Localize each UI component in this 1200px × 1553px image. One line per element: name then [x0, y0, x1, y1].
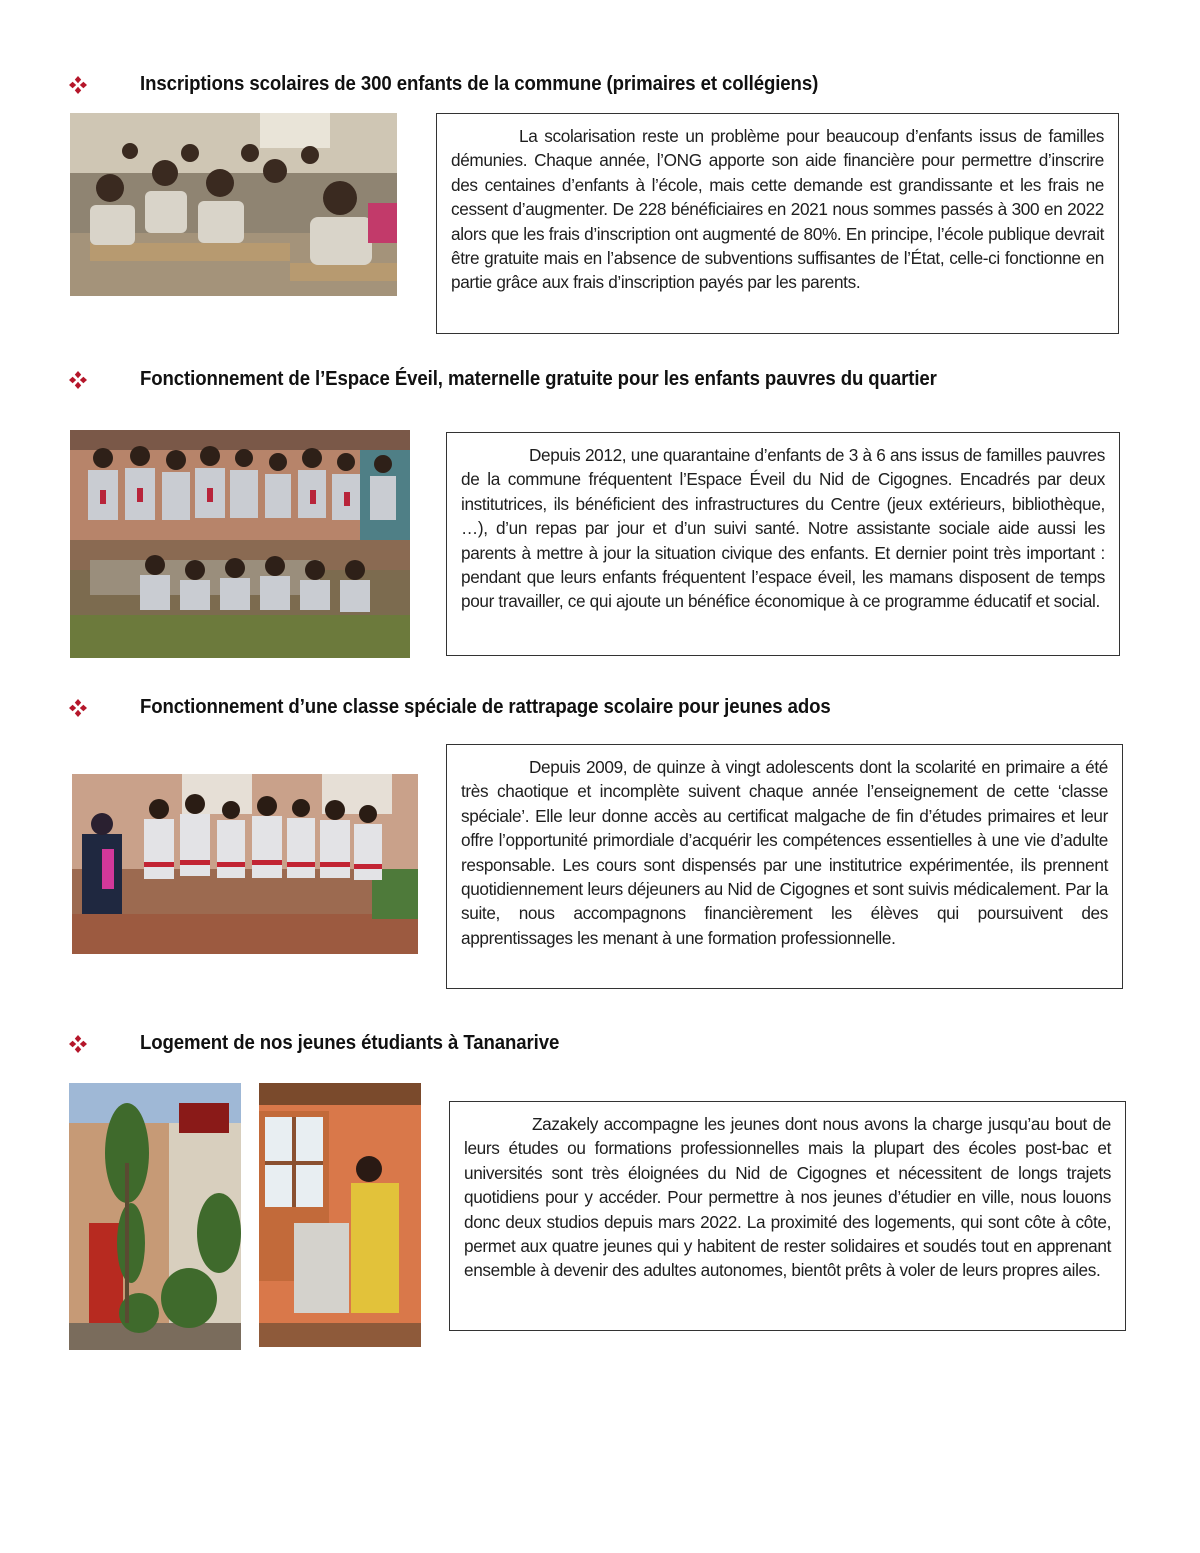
children-group-photo	[70, 430, 410, 658]
section-text-box: Depuis 2009, de quinze à vingt adolescents dont la scolarité en primaire a été très chaotique et incomplète suivent chaque année l’enseignement de cette ‘classe spéciale’. Elle leur donne accès au certificat malgache de fin d’études primaires et leur offre l’opportunité primordiale d’acquérir les compétences essentielles à une vie d’adulte responsable. Les cours sont dispensés par une institutrice expérimentée, ils prennent quotidiennement leurs déjeuners au Nid de Cigognes et sont suivis médicalement. Par la suite, nous accompagnons financièrement les élèves qui poursuivent des apprentissages les menant à une formation professionnelle.	[446, 744, 1123, 989]
section-text-box: Depuis 2012, une quarantaine d’enfants de 3 à 6 ans issus de familles pauvres de la commune fréquentent l’Espace Éveil du Nid de Cigognes. Encadrés par deux institutrices, ils bénéficient des infrastructures du Centre (jeux extérieurs, bibliothèque, …), d’un repas par jour et d’un suivi santé. Notre assistante sociale aide aussi les parents à mettre à jour la situation civique des enfants. Et dernier point très important : pendant que leurs enfants fréquentent l’espace éveil, les mamans disposent de temps pour travailler, ce qui ajoute un bénéfice économique à ce programme éducatif et social.	[446, 432, 1120, 656]
section-text-box: La scolarisation reste un problème pour beaucoup d’enfants issus de familles démunies. Chaque année, l’ONG apporte son aide financière pour permettre d’inscrire des centaines d’enfants à l’école, mais cette demande est grandissante et les frais ne cessent d’augmenter. De 228 bénéficiaires en 2021 nous sommes passés à 300 en 2022 alors que les frais d’inscription ont augmenté de 80%. En principe, l’école publique devrait être gratuite mais en l’absence de subventions suffisantes de l’État, celle-ci fonctionne en partie grâce aux frais d’inscription payés par les parents.	[436, 113, 1119, 334]
section-heading: Fonctionnement d’une classe spéciale de rattrapage scolaire pour jeunes ados	[140, 696, 831, 718]
studio-exterior-photo	[69, 1083, 241, 1350]
section-heading: Inscriptions scolaires de 300 enfants de la commune (primaires et collégiens)	[140, 73, 819, 95]
special-class-photo	[72, 774, 418, 954]
section-text-box: Zazakely accompagne les jeunes dont nous avons la charge jusqu’au bout de leurs études ou formations professionnelles mais la plupart des écoles post-bac et universités sont très éloignées du Nid de Cigognes et nécessitent de longs trajets quotidiens pour y accéder. Pour permettre à nos jeunes d’étudier en ville, nous louons donc deux studios depuis mars 2022. La proximité des logements, qui sont côte à côte, permet aux quatre jeunes qui y habitent de rester solidaires et soudés tout en apprenant ensemble à devenir des adultes autonomes, bientôt prêts à voler de leurs propres ailes.	[449, 1101, 1126, 1331]
section-heading: Logement de nos jeunes étudiants à Tananarive	[140, 1032, 560, 1054]
section-heading: Fonctionnement de l’Espace Éveil, maternelle gratuite pour les enfants pauvres du quartier	[140, 368, 937, 390]
section-bullet-icon	[68, 75, 88, 95]
section-bullet-icon	[68, 370, 88, 390]
section-bullet-icon	[68, 698, 88, 718]
classroom-photo	[70, 113, 397, 296]
studio-interior-photo	[259, 1083, 421, 1347]
section-bullet-icon	[68, 1034, 88, 1054]
